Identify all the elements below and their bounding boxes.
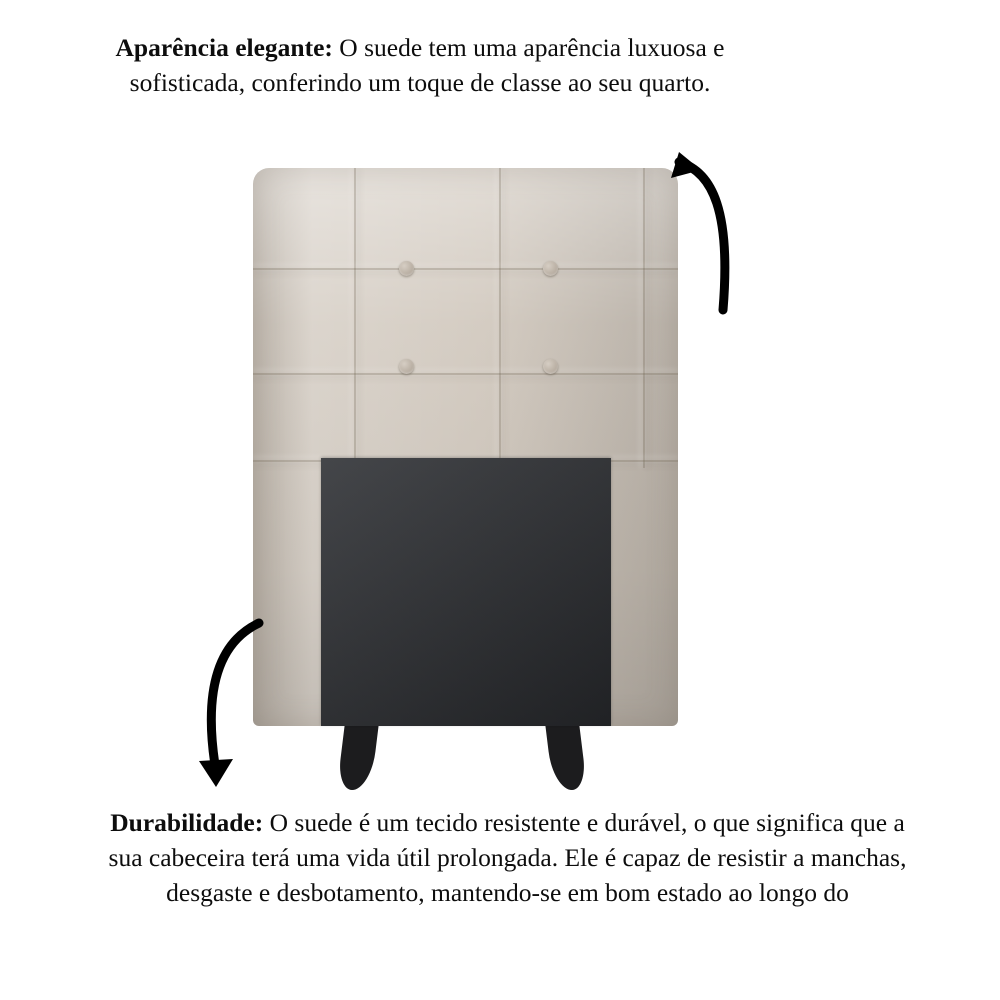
tuft-button-3	[399, 359, 414, 374]
product-illustration-headboard	[253, 168, 678, 788]
caption-top	[55, 30, 785, 100]
headboard-leg-right	[545, 720, 588, 790]
tuft-button-2	[543, 261, 558, 276]
curved-arrow-down-left-icon	[185, 615, 275, 790]
caption-top-body: O suede tem uma aparência luxuosa e sofisticada, conferindo um toque de classe ao seu quarto.	[129, 33, 725, 98]
seam-vertical-3	[643, 168, 645, 468]
caption-bottom	[100, 805, 915, 911]
seam-vertical-1	[354, 168, 356, 468]
mattress-base-block	[321, 458, 611, 726]
caption-bottom-body: O suede é um tecido resistente e durável, o que significa que a sua cabeceira terá uma vida útil prolongada. Ele é capaz de resistir a manchas, desgaste e desbotamento, mantendo-se em bom estado ao longo do	[108, 808, 907, 908]
tuft-button-1	[399, 261, 414, 276]
tuft-button-4	[543, 359, 558, 374]
caption-top-lead: Aparência elegante:	[115, 33, 333, 62]
seam-horizontal-1	[253, 268, 678, 270]
seam-vertical-2	[499, 168, 501, 468]
seam-horizontal-2	[253, 373, 678, 375]
curved-arrow-up-right-icon	[665, 150, 745, 320]
headboard-leg-left	[337, 720, 380, 790]
caption-bottom-lead: Durabilidade:	[110, 808, 264, 837]
